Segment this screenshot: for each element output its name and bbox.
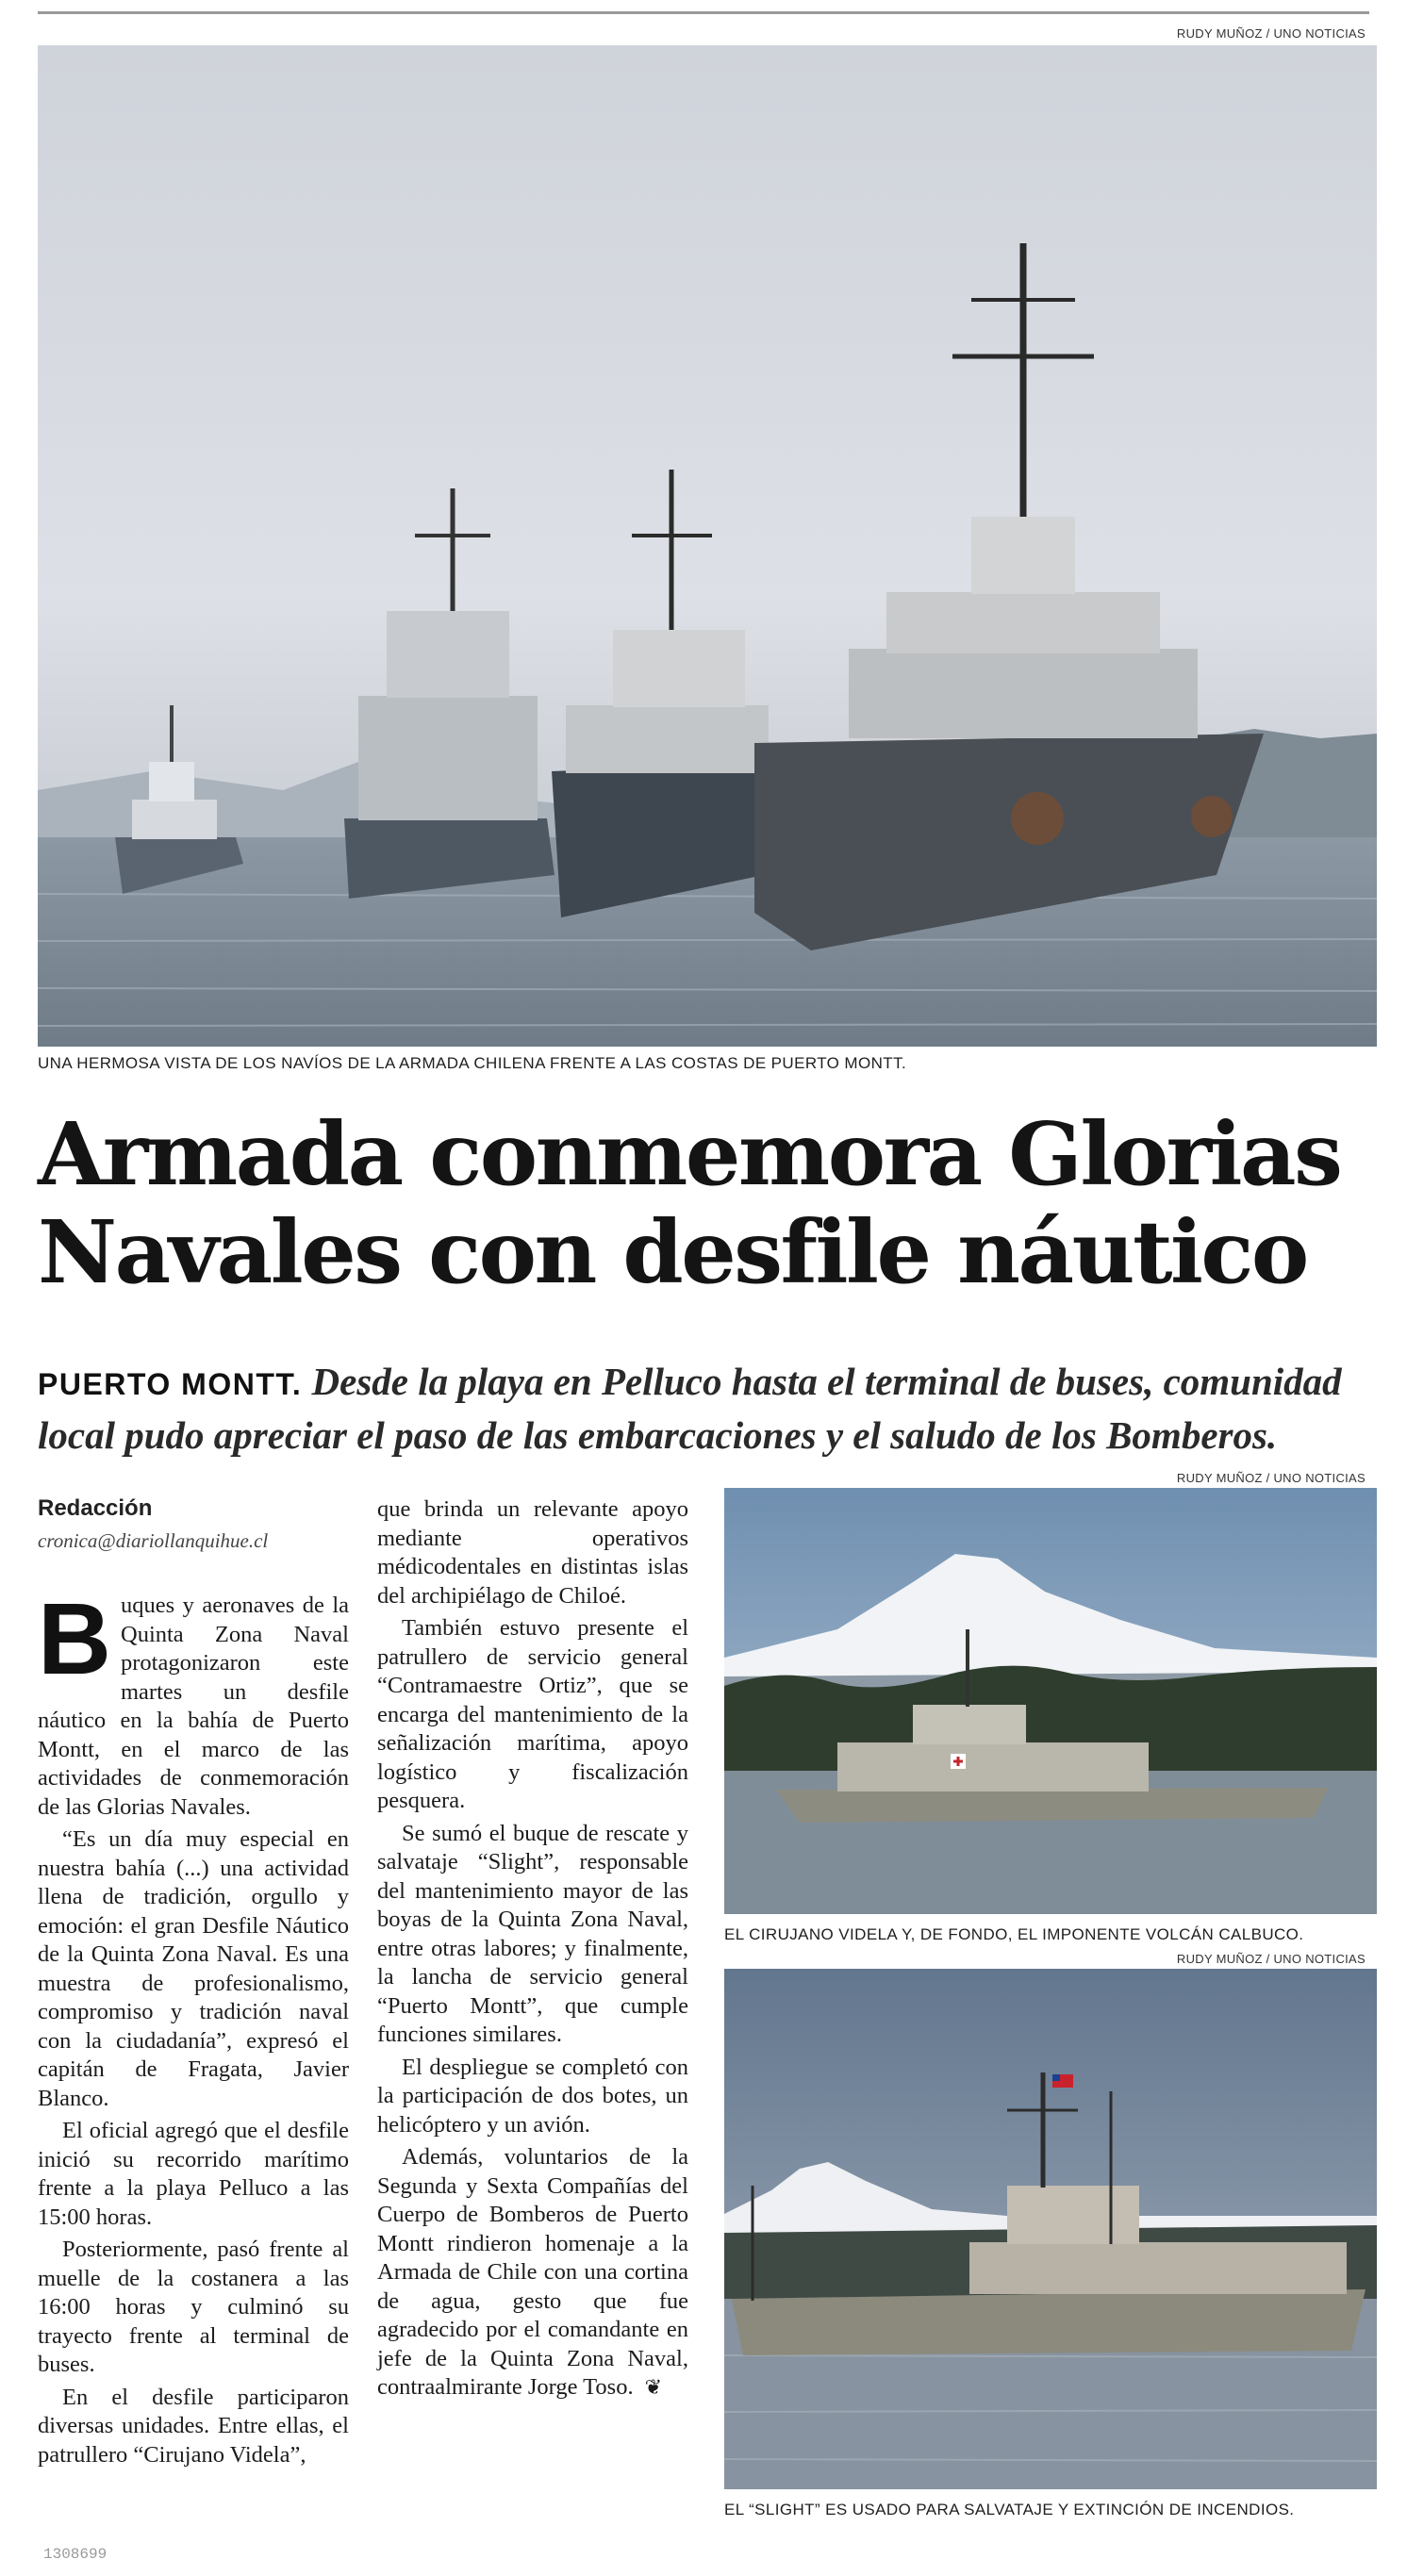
- drop-cap: B: [38, 1581, 111, 1695]
- article-column-2: [377, 1495, 688, 2407]
- paragraph-3: El oficial agregó que el desfile inició su recorrido marítimo frente a la playa Pelluco a las 15:00 horas.: [38, 2118, 349, 2230]
- paragraph-5: En el desfile participaron diversas unidades. Entre ellas, el patrullero “Cirujano Videla”,: [38, 2384, 349, 2468]
- byline-email: cronica@diariollanquihue.cl: [38, 1529, 269, 1552]
- article-column-1: [38, 1581, 349, 2473]
- lead-paragraph: [38, 1356, 1377, 1461]
- photo-cirujano-videla: [724, 1488, 1377, 1914]
- photo3-credit: RUDY MUÑOZ / UNO NOTICIAS: [1176, 1952, 1366, 1966]
- top-photo-credit: RUDY MUÑOZ / UNO NOTICIAS: [1176, 26, 1366, 41]
- paragraph-9: El despliegue se completó con la participación de dos botes, un helicóptero y un avión.: [377, 2054, 688, 2138]
- headline-line-2: Navales con desfile náutico: [38, 1201, 1307, 1303]
- paragraph-2: “Es un día muy especial en nuestra bahía (...) una actividad llena de tradición, orgullo y emoción: el gran Desfile Náutico de la Quinta Zona Naval. Es una muestra de profesionalismo, compromiso y tradición naval con la ciudadanía”, expresó el capitán de Fragata, Javier Blanco.: [38, 1826, 349, 2111]
- photo3-caption: EL “SLIGHT” ES USADO PARA SALVATAJE Y EXTINCIÓN DE INCENDIOS.: [724, 2501, 1295, 2518]
- article-id-number: 1308699: [43, 2546, 108, 2563]
- headline: [38, 1105, 1377, 1301]
- byline-author: Redacción: [38, 1495, 153, 1521]
- paragraph-4: Posteriormente, pasó frente al muelle de la costanera a las 16:00 horas y culminó su trayecto frente al terminal de buses.: [38, 2237, 349, 2377]
- paragraph-10: [377, 2143, 688, 2403]
- photo-slight: [724, 1969, 1377, 2489]
- top-rule: [38, 11, 1369, 14]
- paragraph-7: También estuvo presente el patrullero de servicio general “Contramaestre Ortiz”, que se encarga del mantenimiento de la señalización marítima, apoyo logístico y fiscalización pesquera.: [377, 1615, 688, 1813]
- photo2-credit: RUDY MUÑOZ / UNO NOTICIAS: [1176, 1471, 1366, 1485]
- paragraph-10-text: Además, voluntarios de la Segunda y Sexta Compañías del Cuerpo de Bomberos de Puerto Montt rindieron homenaje a la Armada de Chile con una cortina de agua, gesto que fue agradecido por el comandante en jefe de la Quinta Zona Naval, contraalmirante Jorge Toso.: [377, 2144, 688, 2400]
- paragraph-1-text: uques y aeronaves de la Quinta Zona Naval protagonizaron este martes un desfile náutico en la bahía de Puerto Montt, en el marco de las actividades de conmemoración de las Glorias Navales.: [38, 1593, 349, 1820]
- paragraph-6: que brinda un relevante apoyo mediante operativos médicodentales en distintas islas del archipiélago de Chiloé.: [377, 1496, 688, 1609]
- lead-kicker: PUERTO MONTT.: [38, 1367, 303, 1401]
- headline-line-1: Armada conmemora Glorias: [38, 1103, 1341, 1205]
- paragraph-1: [38, 1581, 349, 1822]
- lead-text: Desde la playa en Pelluco hasta el terminal de buses, comunidad local pudo apreciar el paso de las embarcaciones y el saludo de los Bomberos.: [38, 1360, 1342, 1457]
- paragraph-8: Se sumó el buque de rescate y salvataje “Slight”, responsable del mantenimiento mayor de las boyas de la Quinta Zona Naval, entre otras labores; y finalmente, la lancha de servicio general “Puerto Montt”, que cumple funciones similares.: [377, 1820, 688, 2047]
- end-mark-icon: ❦: [644, 2376, 663, 2400]
- main-photo-caption: UNA HERMOSA VISTA DE LOS NAVÍOS DE LA ARMADA CHILENA FRENTE A LAS COSTAS DE PUERTO MONTT.: [38, 1054, 907, 1072]
- photo2-caption: EL CIRUJANO VIDELA Y, DE FONDO, EL IMPONENTE VOLCÁN CALBUCO.: [724, 1925, 1304, 1943]
- main-photo-ships: [38, 45, 1377, 1047]
